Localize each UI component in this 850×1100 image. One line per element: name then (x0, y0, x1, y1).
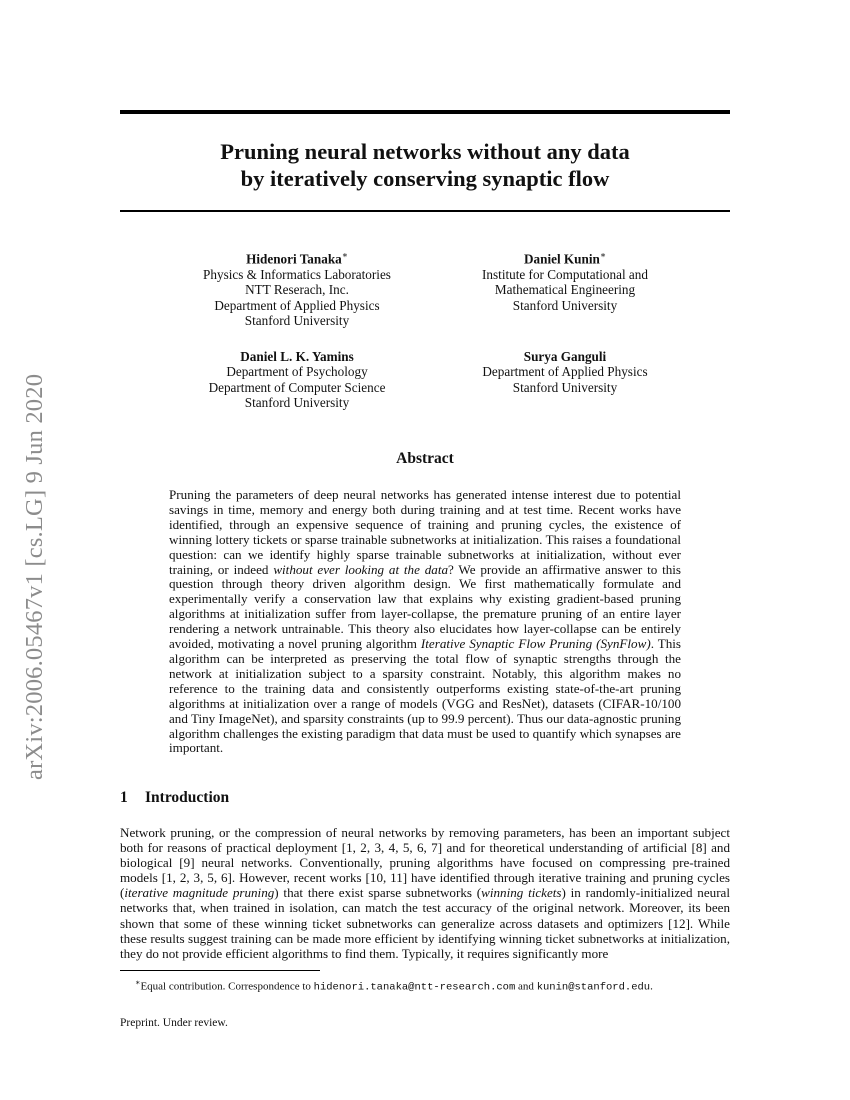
title-top-rule (120, 110, 730, 114)
author-affiliation-line: NTT Reserach, Inc. (245, 282, 349, 298)
author-affiliation-line: Department of Psychology (226, 364, 368, 380)
author-name: Surya Ganguli (523, 349, 607, 364)
author-block-ganguli (435, 349, 695, 395)
intro-emphasis: iterative magnitude pruning (124, 885, 275, 901)
author-affiliation-line: Physics & Informatics Laboratories (203, 266, 391, 282)
footnote: ∗Equal contribution. Correspondence to hidenori.tanaka@ntt-research.com and kunin@stanford.edu. (135, 978, 653, 994)
abstract-emphasis: Iterative Synaptic Flow Pruning (SynFlow) (420, 636, 651, 652)
author-affiliation-line: Department of Computer Science (208, 379, 386, 395)
author-block-kunin (435, 248, 695, 313)
author-affiliation-line: Stanford University (512, 379, 618, 395)
abstract-body: Pruning the parameters of deep neural networks has generated intense interest due to potential savings in time, memory and energy both during training and at test time. Recent works have identified, through an expensive sequence of training and pruning cycles, the existence of winning lottery tickets or sparse trainable subnetworks at initialization. This raises a foundational question: can we identify highly sparse trainable subnetworks at initialization, without ever training, or indeed without ever looking at the data? We provide an affirmative answer to this question through theory driven algorithm design. We first mathematically formulate and experimentally verify a conservation law that explains why existing gradient-based pruning algorithms at initialization suffer from layer-collapse, the premature pruning of an entire layer rendering a network untrainable. This theory also elucidates how layer-collapse can be entirely avoided, motivating a novel pruning algorithm Iterative Synaptic Flow Pruning (SynFlow). This algorithm can be interpreted as preserving the total flow of synaptic strengths through the network at initialization subject to a sparsity constraint. Notably, this algorithm makes no reference to the training data and consistently outperforms existing state-of-the-art pruning algorithms at initialization over a range of models (VGG and ResNet), datasets (CIFAR-10/100 and Tiny ImageNet), and sparsity constraints (up to 99.9 percent). Thus our data-agnostic pruning algorithm challenges the existing paradigm that data must be used to quantify which synapses are important. (169, 487, 682, 756)
intro-emphasis: winning tickets (481, 885, 562, 901)
author-affiliation-line: Mathematical Engineering (494, 282, 636, 298)
author-name: Daniel L. K. Yamins (240, 349, 354, 364)
paper-title (120, 138, 730, 192)
introduction-body: Network pruning, or the compression of neural networks by removing parameters, has been an important subject both for reasons of practical deployment [1, 2, 3, 4, 5, 6, 7] and for theoretical understanding of artificial [8] and biological [9] neural networks. Conventionally, pruning algorithms have focused on compressing pre-trained models [1, 2, 3, 5, 6]. However, recent works [10, 11] have identified through iterative training and pruning cycles (iterative magnitude pruning) that there exist sparse subnetworks (winning tickets) in randomly-initialized neural networks that, when trained in isolation, can match the test accuracy of the original network. Moreover, its been shown that some of these winning ticket subnetworks can generalize across datasets and optimizers [12]. While these results suggest training can be made more efficient by identifying winning ticket subnetworks at initialization, they do not provide efficient algorithms to find them. Typically, it requires significantly more (120, 825, 731, 961)
title-line-2: by iteratively conserving synaptic flow (240, 166, 610, 191)
footnote-rule (120, 970, 320, 971)
author-affiliation-line: Stanford University (512, 297, 618, 313)
preprint-note: Preprint. Under review. (120, 1017, 228, 1029)
section-heading-introduction: 1 Introduction (120, 789, 230, 806)
abstract-heading: Abstract (396, 450, 454, 467)
author-affiliation-line: Institute for Computational and (482, 266, 648, 282)
author-block-yamins (167, 349, 427, 411)
author-block-tanaka (167, 248, 427, 328)
author-name: Hidenori Tanaka∗ (246, 250, 348, 267)
arxiv-identifier-stamp: arXiv:2006.05467v1 [cs.LG] 9 Jun 2020 (21, 373, 48, 780)
title-line-1: Pruning neural networks without any data (220, 139, 630, 164)
email-link[interactable]: hidenori.tanaka@ntt-research.com (313, 981, 516, 994)
author-name: Daniel Kunin∗ (524, 250, 606, 267)
author-affiliation-line: Stanford University (244, 313, 350, 329)
author-affiliation-line: Department of Applied Physics (482, 364, 648, 380)
email-link[interactable]: kunin@stanford.edu (536, 981, 651, 994)
title-bottom-rule (120, 210, 730, 212)
abstract-emphasis: without ever looking at the data (273, 561, 449, 577)
author-affiliation-line: Stanford University (244, 395, 350, 411)
author-affiliation-line: Department of Applied Physics (214, 297, 380, 313)
